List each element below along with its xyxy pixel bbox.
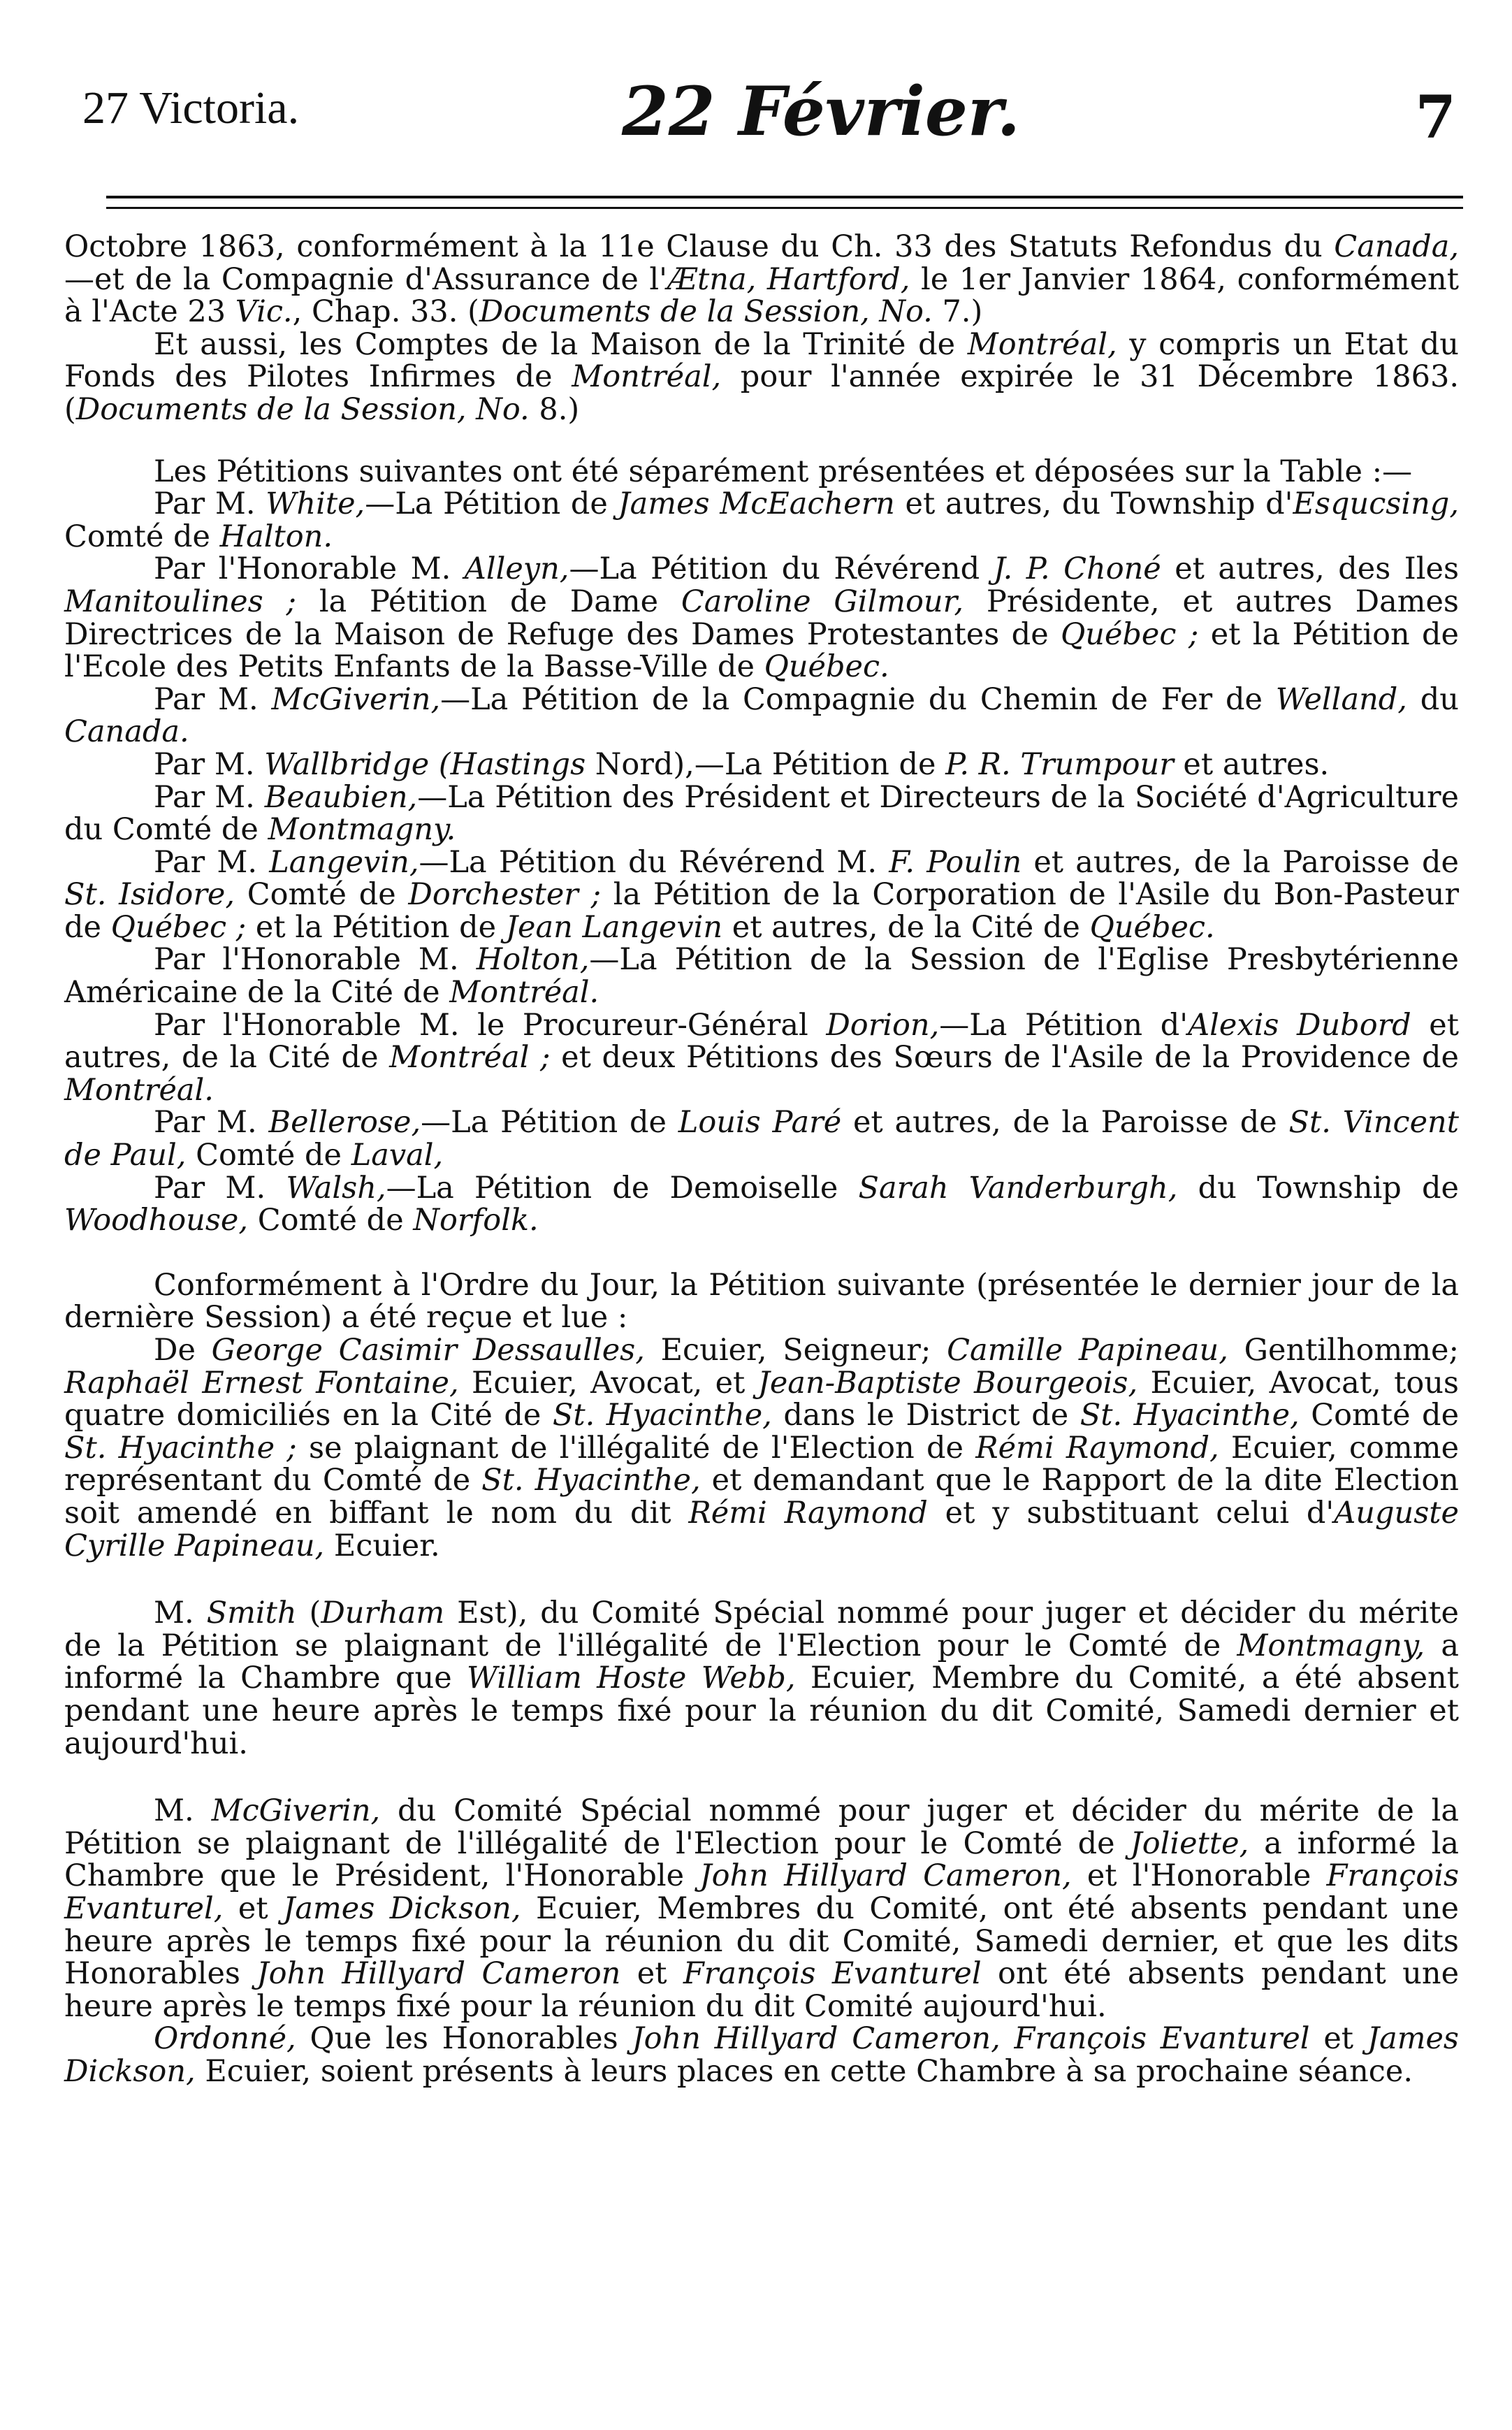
ordre-du-jour-intro: Conformément à l'Ordre du Jour, la Pétition suivante (présentée le dernier jour de la dernière Session) a été reçue et lue : — [64, 1267, 1459, 1336]
text-run: —La Pétition des Président et Directeurs de la Société d'Agriculture du Comté de — [64, 779, 1459, 848]
italic-text: Montmagny. — [268, 812, 456, 848]
italic-text: Sarah Vanderburgh, — [858, 1170, 1178, 1206]
italic-text: McGiverin, — [271, 681, 441, 717]
italic-text: Vic. — [235, 294, 293, 330]
italic-text: Manitoulines ; — [64, 584, 296, 619]
text-run: Comté de — [64, 519, 220, 554]
italic-text: John Hillyard Cameron — [256, 1956, 621, 1992]
text-run: M. — [154, 1793, 212, 1829]
text-run: Octobre 1863, conformément à la 11e Clause du Ch. 33 des Statuts Refondus du — [64, 229, 1335, 264]
text-run: 7.) — [932, 294, 983, 330]
text-run: et autres. — [1173, 746, 1330, 782]
italic-text: Montréal. — [449, 975, 599, 1011]
italic-text: Ætna, Hartford, — [667, 261, 910, 297]
petition-entry — [64, 942, 1459, 1011]
mcgiverin-report — [64, 1795, 1459, 2023]
text-run: —La Pétition de — [421, 1105, 678, 1141]
text-run: ont été absents pendant une heure après le temps fixé pour la réunion du dit Comité aujourd'hui. — [64, 1956, 1460, 2024]
page-number: 7 — [1415, 82, 1456, 152]
italic-text: Jean Langevin — [505, 909, 723, 945]
text-run: et demandant que le Rapport de la dite Election soit amendé en biffant le nom du dit — [64, 1463, 1459, 1531]
italic-text: George Casimir Dessaulles, — [211, 1333, 645, 1368]
text-run: De — [154, 1333, 212, 1368]
text-run: du Township de — [1177, 1170, 1459, 1206]
text-run: Et aussi, les Comptes de la Maison de la Trinité de — [154, 326, 968, 362]
petition-entry — [64, 681, 1459, 750]
italic-text: François Evanturel — [683, 1956, 982, 1992]
text-run: 8.) — [529, 391, 580, 427]
text-run: la Pétition de Dame — [296, 584, 681, 619]
text-run: Est), du Comité Spécial nommé pour juger et décider du mérite de la Pétition se plaignant de l'illégalité de l'Election pour le Comté de — [64, 1596, 1459, 1663]
text-run: et autres, de la Cité de — [64, 1007, 1459, 1076]
text-run: Ecuier, Membres du Comité, ont été absents pendant une heure après le temps fixé pour la réunion du dit Comité, Samedi dernier, et que les dits Honorables — [64, 1890, 1459, 1992]
italic-text: Montmagny, — [1237, 1628, 1425, 1663]
italic-text: John Hillyard Cameron, — [699, 1858, 1072, 1894]
italic-text: Jean-Baptiste Bourgeois, — [757, 1365, 1138, 1401]
italic-text: Beaubien, — [264, 779, 418, 815]
italic-text: White, — [266, 486, 365, 522]
italic-text: Montréal, — [572, 359, 722, 395]
text-run: —La Pétition de — [365, 486, 618, 522]
italic-text: Louis Paré — [678, 1105, 842, 1141]
italic-text: Rémi Raymond, — [975, 1430, 1219, 1466]
ordonne-paragraph — [64, 2023, 1459, 2088]
text-run: et — [1309, 2021, 1367, 2057]
text-run: Ecuier, Seigneur; — [644, 1333, 947, 1368]
italic-text: Durham — [321, 1596, 445, 1631]
italic-text: J. P. Choné — [993, 551, 1161, 587]
italic-text: Canada, — [1334, 229, 1459, 264]
italic-text: James Dickson, — [283, 1890, 521, 1926]
italic-text: Montréal. — [64, 1072, 214, 1108]
petition-entry — [64, 781, 1459, 846]
italic-text: Holton, — [476, 942, 590, 978]
italic-text: Dorchester ; — [408, 877, 602, 913]
italic-text: Rémi Raymond — [688, 1495, 928, 1531]
text-run: Par M. — [154, 1170, 286, 1206]
italic-text: F. Poulin — [889, 844, 1022, 880]
text-run: —et de la Compagnie d'Assurance de l' — [64, 261, 667, 297]
text-run: Par M. — [154, 486, 266, 522]
text-run: du Comité Spécial nommé pour juger et décider du mérite de la Pétition se plaignant de l'illégalité de l'Election pour le Comté de — [64, 1793, 1460, 1861]
italic-text: James McEachern — [618, 486, 895, 522]
italic-text: William Hoste Webb, — [466, 1661, 796, 1696]
petition-entry — [64, 553, 1459, 683]
text-run: Par M. — [154, 1105, 269, 1141]
italic-text: Wallbridge (Hastings — [264, 746, 586, 782]
petition-entry — [64, 488, 1459, 553]
italic-text: Laval, — [351, 1138, 444, 1173]
text-run: et autres, des Iles — [1161, 551, 1460, 587]
petition-entry — [64, 748, 1459, 781]
italic-text: Canada. — [64, 714, 189, 750]
italic-text: John Hillyard Cameron, François Evanturel — [632, 2021, 1310, 2057]
text-run: Comté de — [1299, 1398, 1460, 1433]
petitions-intro: Les Pétitions suivantes ont été séparément présentées et déposées sur la Table :— — [154, 454, 1413, 489]
text-run: Ecuier. — [324, 1528, 440, 1563]
italic-text: Esqucsing, — [1293, 486, 1459, 522]
italic-text: St. Isidore, — [64, 877, 235, 913]
header-date: 22 Février. — [622, 72, 1021, 151]
text-run: le 1er Janvier 1864, conformément à l'Acte 23 — [64, 261, 1460, 330]
text-run: et la Pétition de — [246, 909, 506, 945]
petition-entry — [64, 1009, 1459, 1107]
text-run: se plaignant de l'illégalité de l'Election de — [296, 1430, 976, 1466]
text-run: Que les Honorables — [296, 2021, 632, 2057]
petition-entry — [64, 1106, 1459, 1171]
text-run: et — [620, 1956, 683, 1992]
italic-text: Québec. — [764, 649, 889, 685]
text-run: Comté de — [186, 1138, 351, 1173]
text-run: —La Pétition de la Compagnie du Chemin de Fer de — [440, 681, 1276, 717]
text-run: —La Pétition de Demoiselle — [386, 1170, 859, 1206]
text-run: Par M. — [154, 779, 265, 815]
italic-text: Joliette, — [1130, 1825, 1249, 1861]
italic-text: St. Hyacinthe, — [481, 1463, 701, 1498]
italic-text: St. Hyacinthe ; — [64, 1430, 297, 1466]
italic-text: Welland, — [1275, 681, 1407, 717]
header-rule-thin — [106, 207, 1463, 209]
text-run: et — [223, 1890, 284, 1926]
text-run: —La Pétition de la Session de l'Eglise Presbytérienne Américaine de la Cité de — [64, 942, 1459, 1011]
text-run: du — [1406, 681, 1459, 717]
petition-entry — [64, 1172, 1459, 1237]
text-run: Ecuier, comme représentant du Comté de — [64, 1430, 1460, 1498]
text-run: Comté de — [235, 877, 409, 913]
italic-text: François Evanturel, — [64, 1858, 1460, 1926]
documents-paragraph — [64, 231, 1459, 328]
text-run: Par l'Honorable M. — [154, 942, 477, 978]
italic-text: Langevin, — [269, 844, 419, 880]
italic-text: Bellerose, — [268, 1105, 421, 1141]
italic-text: Montréal ; — [389, 1040, 551, 1076]
text-run: Ecuier, Membre du Comité, a été absent pendant une heure après le temps fixé pour la réunion du dit Comité, Samedi dernier et aujourd'hui. — [64, 1661, 1459, 1761]
text-run: —La Pétition du Révérend M. — [419, 844, 889, 880]
text-run: et autres, de la Cité de — [722, 909, 1090, 945]
text-run: dans le District de — [771, 1398, 1080, 1433]
text-run: Ecuier, Avocat, tous quatre domiciliés en la Cité de — [64, 1365, 1459, 1433]
italic-text: Alexis Dubord — [1188, 1007, 1411, 1043]
text-run: et deux Pétitions des Sœurs de l'Asile de la Providence de — [550, 1040, 1460, 1076]
text-run: ( — [296, 1596, 321, 1631]
text-run: et y substituant celui d' — [927, 1495, 1335, 1531]
header-rule — [106, 196, 1463, 198]
header-session: 27 Victoria. — [82, 82, 300, 133]
document-body — [64, 231, 1459, 2088]
text-run: a informé la Chambre que — [64, 1628, 1460, 1696]
italic-text: Alleyn, — [464, 551, 569, 587]
text-run: la Pétition de la Corporation de l'Asile du Bon-Pasteur de — [64, 877, 1459, 945]
text-run: pour l'année expirée le 31 Décembre 1863. ( — [64, 359, 1459, 427]
text-run: Par M. — [154, 681, 272, 717]
text-run: a informé la Chambre que le Président, l'Honorable — [64, 1825, 1460, 1894]
election-petition — [64, 1334, 1459, 1562]
italic-text: Montréal, — [967, 326, 1117, 362]
italic-text: Norfolk. — [413, 1203, 539, 1238]
italic-text: P. R. Trumpour — [945, 746, 1174, 782]
italic-text: Caroline Gilmour, — [681, 584, 964, 619]
text-run: Par M. — [154, 746, 265, 782]
text-run: —La Pétition du Révérend — [569, 551, 994, 587]
text-run: —La Pétition d' — [939, 1007, 1188, 1043]
italic-text: Halton. — [219, 519, 333, 554]
italic-text: McGiverin, — [211, 1793, 381, 1829]
italic-text: Québec. — [1089, 909, 1215, 945]
text-run: M. — [154, 1596, 207, 1631]
text-run: Par l'Honorable M. — [154, 551, 465, 587]
text-run: et autres, du Township d' — [894, 486, 1293, 522]
italic-text: Raphaël Ernest Fontaine, — [64, 1365, 459, 1401]
text-run: Comté de — [248, 1203, 414, 1238]
text-run: Nord),—La Pétition de — [586, 746, 946, 782]
text-run: Ecuier, Avocat, et — [458, 1365, 758, 1401]
italic-text: James Dickson, — [64, 2021, 1459, 2089]
italic-text: Dorion, — [826, 1007, 940, 1043]
italic-text: Auguste Cyrille Papineau, — [64, 1495, 1459, 1563]
text-run: Par M. — [154, 844, 270, 880]
text-run: et autres, de la Paroisse de — [1022, 844, 1459, 880]
italic-text: Documents de la Session, No. — [479, 294, 933, 330]
italic-text: Walsh, — [286, 1170, 386, 1206]
text-run: Par l'Honorable M. le Procureur-Général — [154, 1007, 827, 1043]
italic-text: Camille Papineau, — [947, 1333, 1228, 1368]
text-run: et autres, de la Paroisse de — [841, 1105, 1289, 1141]
text-run: et la Pétition de l'Ecole des Petits Enfants de la Basse-Ville de — [64, 616, 1459, 685]
italic-text: St. Vincent de Paul, — [64, 1105, 1459, 1173]
italic-text: Ordonné, — [154, 2021, 296, 2057]
italic-text: Québec ; — [110, 909, 247, 945]
text-run: y compris un Etat du Fonds des Pilotes Infirmes de — [64, 326, 1459, 395]
trinity-accounts-paragraph — [64, 328, 1459, 426]
italic-text: St. Hyacinthe, — [1080, 1398, 1300, 1433]
italic-text: Smith — [206, 1596, 297, 1631]
italic-text: Québec ; — [1061, 616, 1199, 652]
text-run: , Chap. 33. ( — [292, 294, 479, 330]
text-run: Ecuier, soient présents à leurs places en cette Chambre à sa prochaine séance. — [195, 2053, 1413, 2089]
italic-text: Documents de la Session, No. — [75, 391, 530, 427]
italic-text: St. Hyacinthe, — [552, 1398, 772, 1433]
text-run: Gentilhomme; — [1228, 1333, 1459, 1368]
italic-text: Woodhouse, — [64, 1203, 249, 1238]
smith-report — [64, 1597, 1459, 1760]
petition-entry — [64, 846, 1459, 944]
petition-list — [64, 488, 1459, 1237]
text-run: Présidente, et autres Dames Directrices de la Maison de Refuge des Dames Protestantes de — [64, 584, 1459, 652]
text-run: et l'Honorable — [1071, 1858, 1327, 1894]
